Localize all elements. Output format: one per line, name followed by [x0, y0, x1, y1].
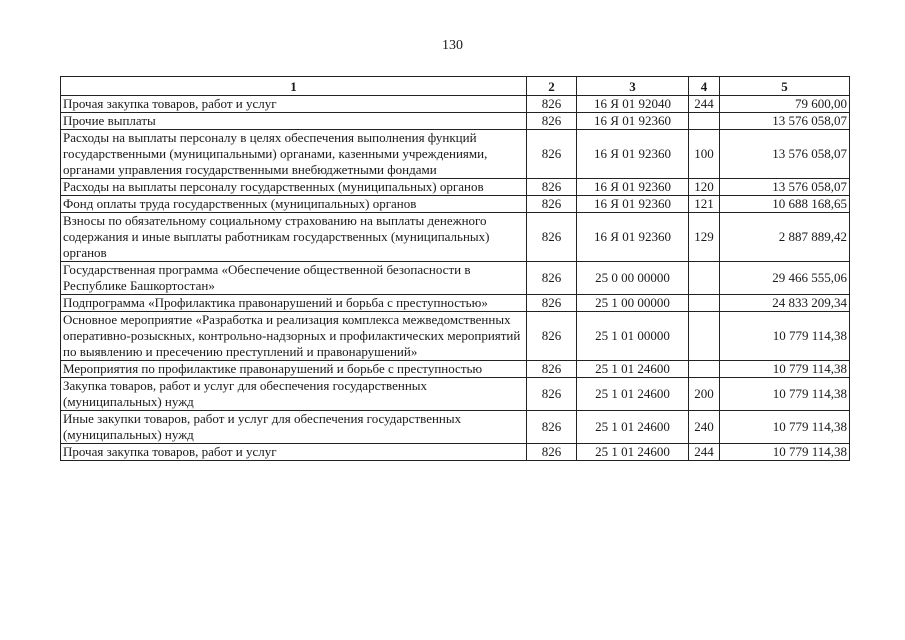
header-col-5: 5 — [720, 77, 850, 96]
table-row — [61, 411, 850, 444]
row-amount-cell: 13 576 058,07 — [720, 113, 850, 130]
row-target-cell: 16 Я 01 92360 — [577, 130, 689, 179]
row-code-cell: 826 — [527, 378, 577, 411]
row-target-cell: 16 Я 01 92360 — [577, 179, 689, 196]
row-type-cell: 100 — [689, 130, 720, 179]
header-col-2: 2 — [527, 77, 577, 96]
table-row — [61, 179, 850, 196]
table-row — [61, 113, 850, 130]
row-code-cell: 826 — [527, 312, 577, 361]
row-name-cell: Основное мероприятие «Разработка и реализация комплекса межведомственных оперативно-розыскных, контрольно-надзорных и профилактических мероприятий по выявлению и пресечению преступлений и правонарушений» — [61, 312, 527, 361]
row-amount-cell: 24 833 209,34 — [720, 295, 850, 312]
table-row — [61, 130, 850, 179]
row-name-cell: Подпрограмма «Профилактика правонарушений и борьба с преступностью» — [61, 295, 527, 312]
row-name-cell: Прочие выплаты — [61, 113, 527, 130]
table-row — [61, 312, 850, 361]
row-amount-cell: 29 466 555,06 — [720, 262, 850, 295]
row-name-cell: Закупка товаров, работ и услуг для обеспечения государственных (муниципальных) нужд — [61, 378, 527, 411]
row-name-cell: Расходы на выплаты персоналу государственных (муниципальных) органов — [61, 179, 527, 196]
row-amount-cell: 10 779 114,38 — [720, 312, 850, 361]
row-type-cell — [689, 113, 720, 130]
table-row — [61, 96, 850, 113]
table-row — [61, 361, 850, 378]
row-target-cell: 25 1 01 24600 — [577, 361, 689, 378]
row-name-cell: Прочая закупка товаров, работ и услуг — [61, 444, 527, 461]
row-name-cell: Фонд оплаты труда государственных (муниципальных) органов — [61, 196, 527, 213]
budget-table — [60, 76, 850, 461]
row-code-cell: 826 — [527, 295, 577, 312]
table-body — [61, 96, 850, 461]
header-col-1: 1 — [61, 77, 527, 96]
table-header-row — [61, 77, 850, 96]
table-row — [61, 196, 850, 213]
row-target-cell: 16 Я 01 92360 — [577, 113, 689, 130]
row-code-cell: 826 — [527, 444, 577, 461]
row-target-cell: 25 0 00 00000 — [577, 262, 689, 295]
row-amount-cell: 10 779 114,38 — [720, 361, 850, 378]
row-type-cell — [689, 295, 720, 312]
row-name-cell: Расходы на выплаты персоналу в целях обеспечения выполнения функций государственными (муниципальными) органами, казенными учреждениями, органами управления государственными внебюджетными фондами — [61, 130, 527, 179]
row-code-cell: 826 — [527, 361, 577, 378]
row-amount-cell: 10 688 168,65 — [720, 196, 850, 213]
table-row — [61, 378, 850, 411]
header-col-4: 4 — [689, 77, 720, 96]
row-name-cell: Иные закупки товаров, работ и услуг для обеспечения государственных (муниципальных) нужд — [61, 411, 527, 444]
row-amount-cell: 13 576 058,07 — [720, 130, 850, 179]
row-target-cell: 25 1 00 00000 — [577, 295, 689, 312]
row-amount-cell: 10 779 114,38 — [720, 444, 850, 461]
row-amount-cell: 10 779 114,38 — [720, 411, 850, 444]
row-type-cell: 120 — [689, 179, 720, 196]
row-code-cell: 826 — [527, 196, 577, 213]
row-target-cell: 25 1 01 00000 — [577, 312, 689, 361]
row-name-cell: Государственная программа «Обеспечение общественной безопасности в Республике Башкортостан» — [61, 262, 527, 295]
page-number: 130 — [442, 38, 463, 53]
row-type-cell: 244 — [689, 96, 720, 113]
row-target-cell: 16 Я 01 92360 — [577, 196, 689, 213]
row-code-cell: 826 — [527, 411, 577, 444]
row-code-cell: 826 — [527, 130, 577, 179]
row-type-cell: 129 — [689, 213, 720, 262]
row-type-cell: 121 — [689, 196, 720, 213]
row-type-cell — [689, 361, 720, 378]
row-target-cell: 25 1 01 24600 — [577, 411, 689, 444]
row-amount-cell: 2 887 889,42 — [720, 213, 850, 262]
row-amount-cell: 10 779 114,38 — [720, 378, 850, 411]
row-target-cell: 16 Я 01 92360 — [577, 213, 689, 262]
row-target-cell: 25 1 01 24600 — [577, 444, 689, 461]
header-col-3: 3 — [577, 77, 689, 96]
row-type-cell: 200 — [689, 378, 720, 411]
row-name-cell: Прочая закупка товаров, работ и услуг — [61, 96, 527, 113]
table-row — [61, 213, 850, 262]
row-name-cell: Взносы по обязательному социальному страхованию на выплаты денежного содержания и иные выплаты работникам государственных (муниципальных) органов — [61, 213, 527, 262]
row-type-cell: 240 — [689, 411, 720, 444]
row-code-cell: 826 — [527, 96, 577, 113]
row-code-cell: 826 — [527, 113, 577, 130]
row-code-cell: 826 — [527, 213, 577, 262]
table-row — [61, 262, 850, 295]
table-row — [61, 295, 850, 312]
row-type-cell: 244 — [689, 444, 720, 461]
row-name-cell: Мероприятия по профилактике правонарушений и борьбе с преступностью — [61, 361, 527, 378]
row-type-cell — [689, 312, 720, 361]
row-amount-cell: 13 576 058,07 — [720, 179, 850, 196]
row-target-cell: 16 Я 01 92040 — [577, 96, 689, 113]
row-target-cell: 25 1 01 24600 — [577, 378, 689, 411]
row-code-cell: 826 — [527, 262, 577, 295]
row-type-cell — [689, 262, 720, 295]
row-amount-cell: 79 600,00 — [720, 96, 850, 113]
table-row — [61, 444, 850, 461]
row-code-cell: 826 — [527, 179, 577, 196]
